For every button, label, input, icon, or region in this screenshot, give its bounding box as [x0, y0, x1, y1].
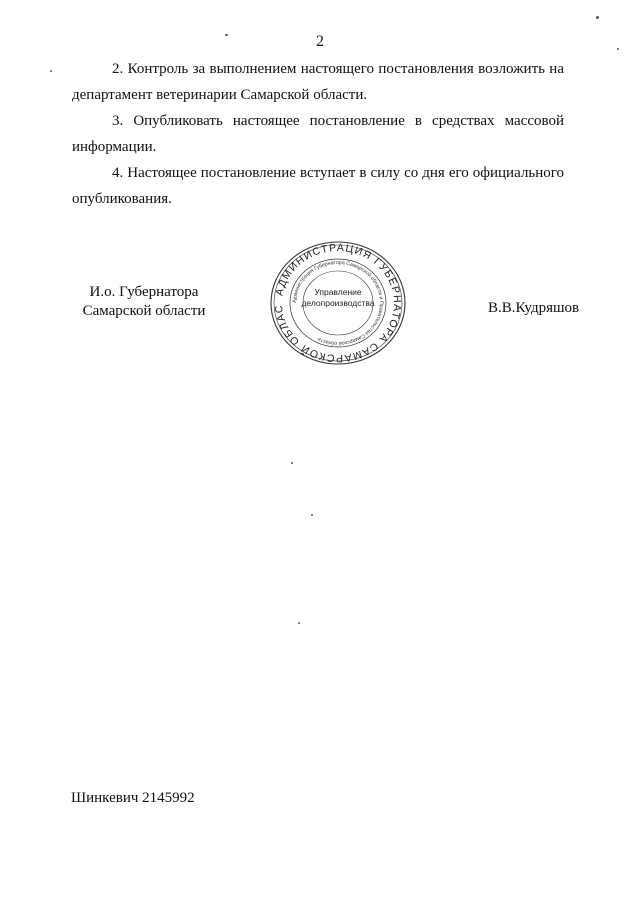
- scan-speck: [311, 514, 313, 516]
- signature-title: [70, 283, 218, 321]
- signatory-name: В.В.Кудряшов: [488, 300, 580, 316]
- scan-speck: [50, 70, 52, 72]
- stamp-outer-ring-text: АДМИНИСТРАЦИЯ ГУБЕРНАТОРА САМАРСКОЙ ОБЛАС: [272, 241, 404, 365]
- scan-speck: [225, 34, 228, 36]
- paragraph-4: [72, 160, 564, 212]
- executor-contact: Шинкевич 2145992: [71, 790, 195, 806]
- scan-speck: [298, 622, 300, 624]
- signature-title-line2: Самарской области: [82, 303, 206, 319]
- paragraph-3: [72, 108, 564, 160]
- paragraph-text: 2. Контроль за выполнением настоящего постановления возложить на департамент ветеринарии Самарской области.: [72, 61, 564, 103]
- stamp-center-line2: делопроизводства: [301, 298, 375, 308]
- scan-speck: [291, 462, 293, 464]
- paragraph-text: 3. Опубликовать настоящее постановление в средствах массовой информации.: [72, 113, 564, 155]
- paragraph-2: [72, 56, 564, 108]
- scan-speck: [596, 16, 599, 19]
- page-number: 2: [316, 33, 324, 50]
- scan-speck: [617, 48, 619, 50]
- stamp-inner-ring-text: Администрация Губернатора Самарской области и Правительства Самарской области: [291, 259, 385, 347]
- paragraph-text: 4. Настоящее постановление вступает в силу со дня его официального опубликования.: [72, 165, 564, 207]
- signature-title-line1: И.о. Губернатора: [89, 284, 199, 300]
- official-stamp: [268, 240, 408, 366]
- stamp-center-line1: Управление: [314, 287, 362, 297]
